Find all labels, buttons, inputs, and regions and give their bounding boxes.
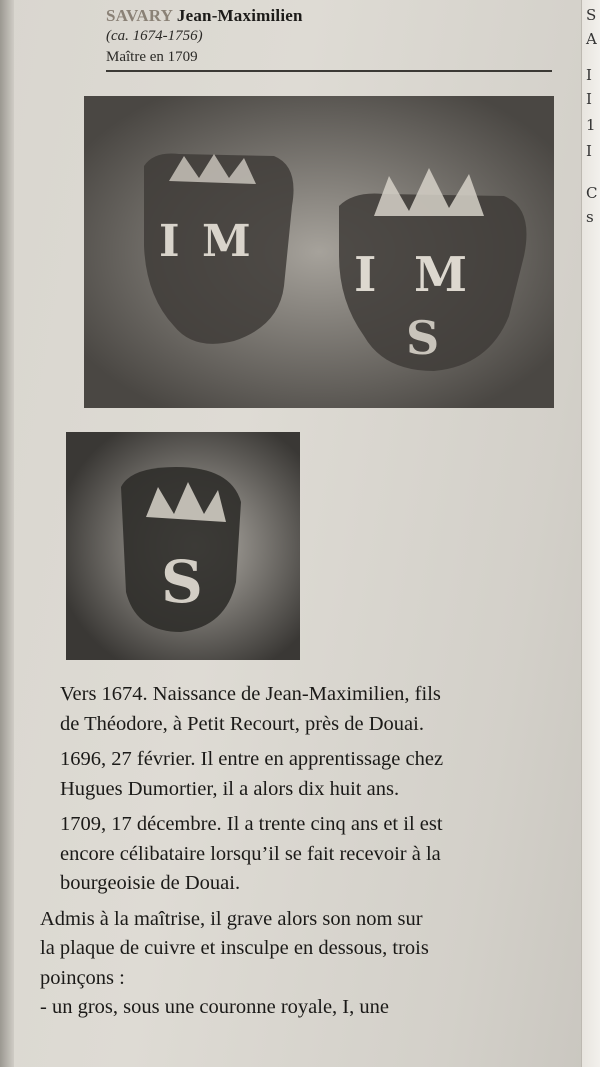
hallmark-photo-small-drawing	[66, 432, 300, 660]
text-line: la plaque de cuivre et insculpe en dessous, trois	[40, 937, 429, 959]
large-mark-letter: I	[159, 216, 180, 267]
text-line: Hugues Dumortier, il a alors dix huit ans.	[60, 777, 400, 800]
small-mark-letter: S	[161, 548, 203, 616]
large-mark-letter: I	[354, 247, 377, 303]
adjacent-page-column	[581, 0, 600, 1067]
paragraph-mastership	[40, 905, 560, 994]
author-name	[106, 6, 556, 26]
adjacent-glyph: I	[586, 90, 592, 108]
text-line: de Théodore, à Petit Recourt, près de Douai.	[60, 712, 424, 735]
adjacent-glyph: A	[586, 30, 597, 48]
adjacent-glyph: S	[586, 6, 597, 24]
text-line: bourgeoisie de Douai.	[60, 872, 241, 894]
hallmarks-photo-large-drawing	[84, 96, 554, 408]
paragraph-apprenticeship	[40, 745, 560, 804]
page-edge-shadow	[0, 0, 14, 1067]
entry-body	[40, 680, 560, 1023]
text-line: poinçons :	[40, 966, 125, 989]
entry-header	[106, 6, 556, 68]
header-rule	[106, 70, 552, 72]
author-dates: (ca. 1674-1756)	[106, 28, 203, 44]
text-line: encore célibataire lorsqu’il se fait recevoir à la	[60, 842, 441, 865]
author-surname: SAVARY	[106, 6, 173, 25]
adjacent-glyph: 1	[586, 116, 596, 134]
adjacent-glyph: C	[586, 184, 598, 202]
text-line: 1709, 17 décembre. Il a trente cinq ans et il est	[60, 813, 443, 835]
large-mark-letter: M	[414, 247, 468, 303]
text-line: Vers 1674. Naissance de Jean-Maximilien, fils	[60, 683, 441, 705]
adjacent-glyph: s	[586, 208, 594, 226]
text-line: 1696, 27 février. Il entre en apprentissage chez	[60, 748, 444, 770]
adjacent-glyph: I	[586, 142, 592, 160]
paragraph-birth	[40, 680, 560, 739]
text-line: - un gros, sous une couronne royale, I, une	[40, 996, 389, 1018]
adjacent-glyph: I	[586, 66, 592, 84]
large-mark-letter: S	[406, 311, 440, 365]
text-line: Admis à la maîtrise, il grave alors son nom sur	[40, 907, 423, 930]
master-year: Maître en 1709	[106, 49, 198, 65]
author-given-names: Jean-Maximilien	[176, 6, 303, 25]
paragraph-bourgeoisie	[40, 810, 560, 899]
hallmark-photo-small	[66, 432, 300, 660]
hallmarks-photo-large	[84, 96, 554, 408]
large-mark-letter: M	[202, 216, 251, 267]
paragraph-list-item	[40, 993, 560, 1023]
